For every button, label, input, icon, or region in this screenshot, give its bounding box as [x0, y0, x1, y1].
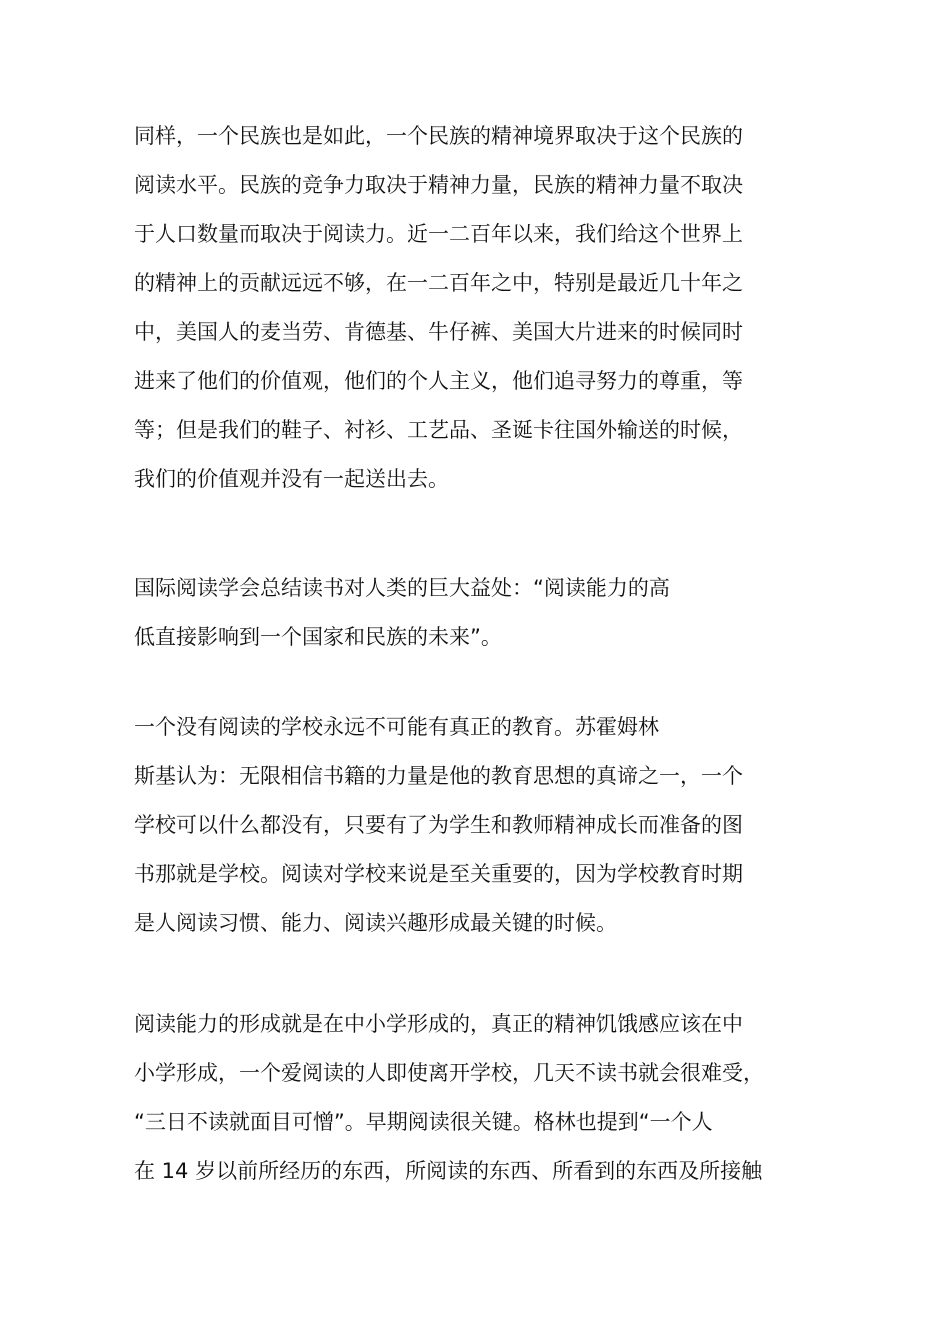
text-line: 同样，一个民族也是如此，一个民族的精神境界取决于这个民族的	[134, 124, 743, 148]
text-line: 书那就是学校。阅读对学校来说是至关重要的，因为学校教育时期	[134, 862, 743, 886]
text-line: 阅读能力的形成就是在中小学形成的，真正的精神饥饿感应该在中	[134, 1012, 743, 1036]
text-line: 小学形成，一个爱阅读的人即使离开学校，几天不读书就会很难受，	[134, 1061, 764, 1085]
text-line: 进来了他们的价值观，他们的个人主义，他们追寻努力的尊重，等	[134, 369, 743, 393]
paragraph-reading-ability-formation	[134, 1000, 834, 1196]
text-line: 我们的价值观并没有一起送出去。	[134, 467, 449, 491]
text-line: 国际阅读学会总结读书对人类的巨大益处：“阅读能力的高	[134, 576, 670, 600]
text-line: 斯基认为：无限相信书籍的力量是他的教育思想的真谛之一，一个	[134, 764, 743, 788]
text-line: “三日不读就面目可憎”。早期阅读很关键。格林也提到“一个人	[134, 1110, 713, 1134]
paragraph-international-reading-association	[134, 564, 834, 662]
text-line: 在 14 岁以前所经历的东西，所阅读的东西、所看到的东西及所接触	[134, 1159, 763, 1183]
text-line: 低直接影响到一个国家和民族的未来”。	[134, 625, 502, 649]
text-line: 中，美国人的麦当劳、肯德基、牛仔裤、美国大片进来的时候同时	[134, 320, 743, 344]
paragraph-school-reading	[134, 703, 834, 948]
paragraph-national-reading	[134, 112, 834, 504]
text-line: 等；但是我们的鞋子、衬衫、工艺品、圣诞卡往国外输送的时候，	[134, 418, 743, 442]
text-line: 学校可以什么都没有，只要有了为学生和教师精神成长而准备的图	[134, 813, 743, 837]
text-line: 于人口数量而取决于阅读力。近一二百年以来，我们给这个世界上	[134, 222, 743, 246]
text-line: 一个没有阅读的学校永远不可能有真正的教育。苏霍姆林	[134, 715, 659, 739]
text-line: 的精神上的贡献远远不够，在一二百年之中，特别是最近几十年之	[134, 271, 743, 295]
text-line: 是人阅读习惯、能力、阅读兴趣形成最关键的时候。	[134, 911, 617, 935]
text-line: 阅读水平。民族的竞争力取决于精神力量，民族的精神力量不取决	[134, 173, 743, 197]
